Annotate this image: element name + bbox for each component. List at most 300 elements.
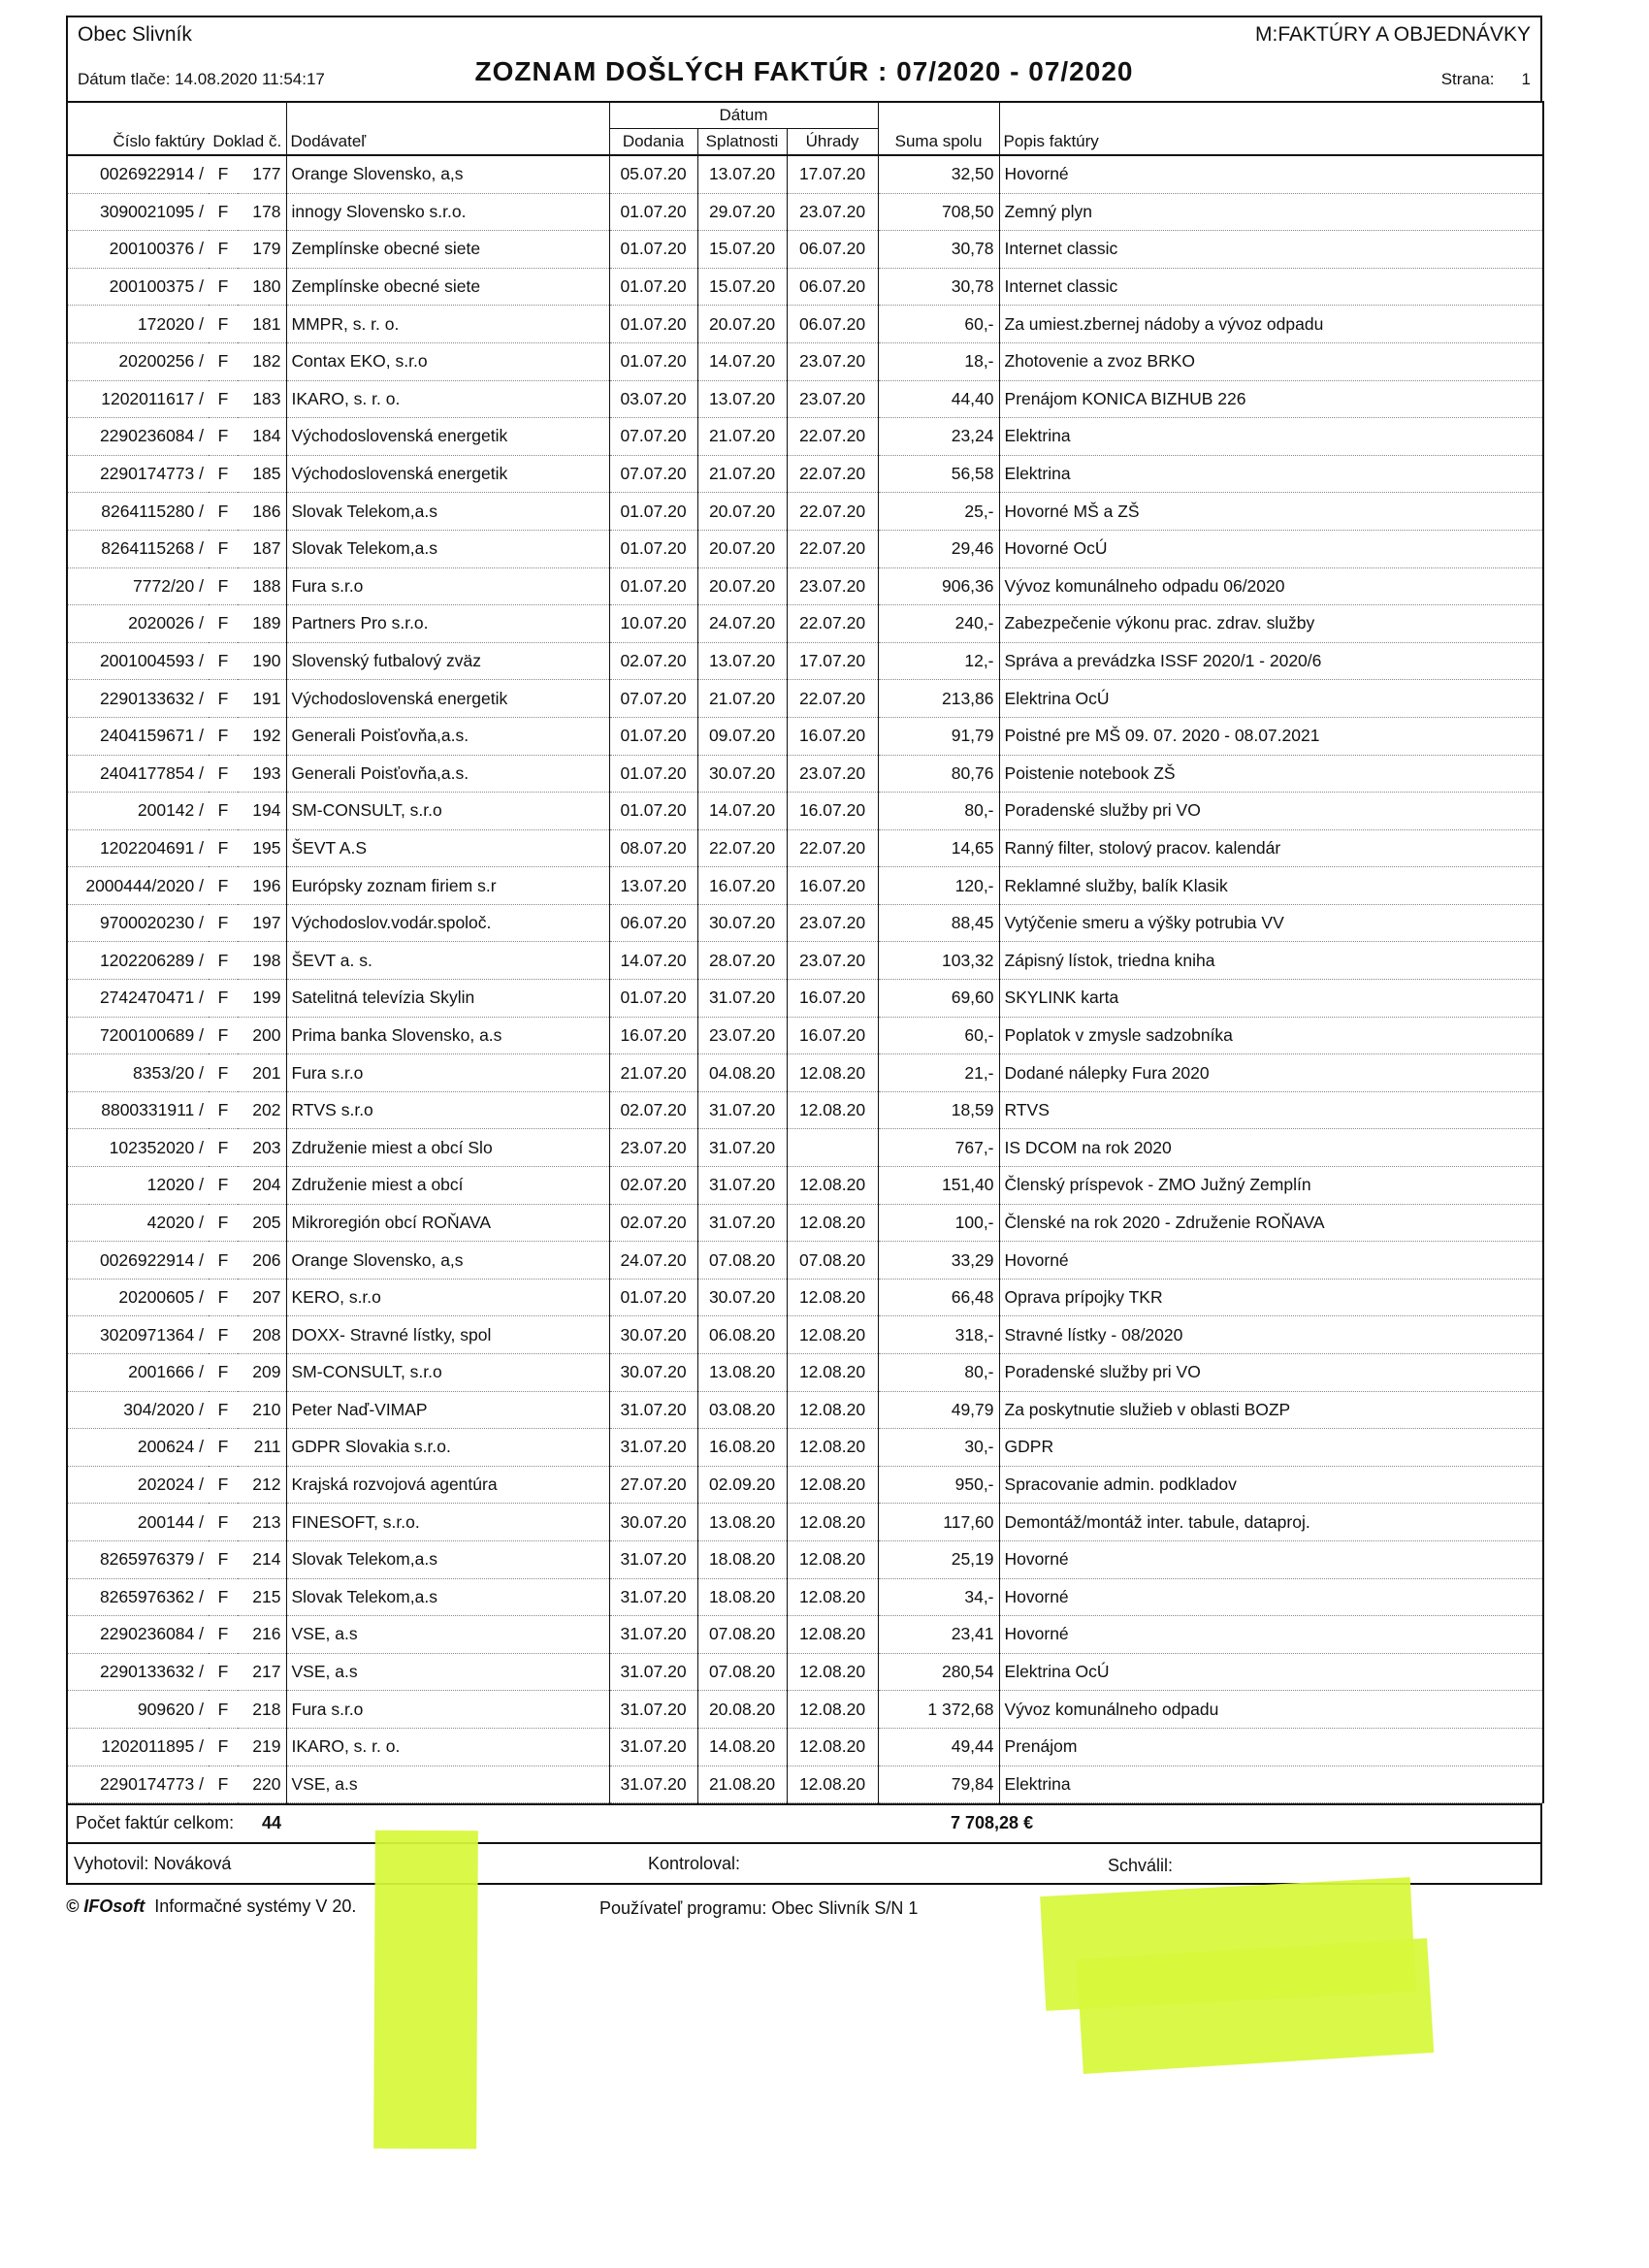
doc-number-cell: 216 xyxy=(238,1616,286,1654)
table-row xyxy=(67,1242,1543,1280)
supplier-cell: innogy Slovensko s.r.o. xyxy=(286,193,609,231)
invoice-number-cell: 304/2020 / xyxy=(67,1391,209,1429)
description-cell: Hovorné OcÚ xyxy=(999,530,1543,567)
supplier-cell: Slovak Telekom,a.s xyxy=(286,530,609,567)
doc-type-cell: F xyxy=(209,418,238,456)
doc-type-cell: F xyxy=(209,493,238,531)
doc-type-cell: F xyxy=(209,1354,238,1392)
delivery-date-cell: 08.07.20 xyxy=(609,829,697,867)
doc-number-cell: 220 xyxy=(238,1766,286,1803)
table-row xyxy=(67,755,1543,793)
doc-number-cell: 201 xyxy=(238,1054,286,1092)
invoice-report xyxy=(66,16,1542,1918)
delivery-date-cell: 31.07.20 xyxy=(609,1616,697,1654)
description-cell: Vytýčenie smeru a výšky potrubia VV xyxy=(999,904,1543,942)
table-row xyxy=(67,1578,1543,1616)
payment-date-cell: 22.07.20 xyxy=(787,418,878,456)
table-row xyxy=(67,380,1543,418)
supplier-cell: Fura s.r.o xyxy=(286,567,609,605)
supplier-cell: Východoslovenská energetik xyxy=(286,680,609,718)
doc-number-cell: 192 xyxy=(238,717,286,755)
program-user: Používateľ programu: Obec Slivník S/N 1 xyxy=(599,1898,919,1919)
delivery-date-cell: 02.07.20 xyxy=(609,1204,697,1242)
invoice-number-cell: 2290174773 / xyxy=(67,1766,209,1803)
table-row xyxy=(67,1691,1543,1729)
due-date-cell: 13.07.20 xyxy=(697,380,787,418)
doc-number-cell: 204 xyxy=(238,1167,286,1205)
doc-type-cell: F xyxy=(209,1279,238,1316)
doc-type-cell: F xyxy=(209,1091,238,1129)
doc-type-cell: F xyxy=(209,1391,238,1429)
payment-date-cell: 12.08.20 xyxy=(787,1540,878,1578)
description-cell: Poistné pre MŠ 09. 07. 2020 - 08.07.2021 xyxy=(999,717,1543,755)
payment-date-cell: 22.07.20 xyxy=(787,829,878,867)
table-row xyxy=(67,1129,1543,1167)
payment-date-cell: 12.08.20 xyxy=(787,1167,878,1205)
approved-by: Schválil: xyxy=(1108,1856,1174,1876)
table-row xyxy=(67,306,1543,343)
total-cell: 80,76 xyxy=(878,755,999,793)
print-date: Dátum tlače: 14.08.2020 11:54:17 xyxy=(78,70,325,88)
payment-date-cell: 12.08.20 xyxy=(787,1354,878,1392)
col-total: Suma spolu xyxy=(878,129,999,156)
table-row xyxy=(67,1616,1543,1654)
table-row xyxy=(67,1766,1543,1803)
delivery-date-cell: 16.07.20 xyxy=(609,1017,697,1054)
total-cell: 25,19 xyxy=(878,1540,999,1578)
invoice-number-cell: 0026922914 / xyxy=(67,155,209,193)
due-date-cell: 22.07.20 xyxy=(697,829,787,867)
total-cell: 30,- xyxy=(878,1429,999,1467)
total-cell: 69,60 xyxy=(878,980,999,1018)
invoice-number-cell: 2020026 / xyxy=(67,605,209,643)
due-date-cell: 06.08.20 xyxy=(697,1316,787,1354)
doc-type-cell: F xyxy=(209,1204,238,1242)
total-cell: 906,36 xyxy=(878,567,999,605)
supplier-cell: Slovak Telekom,a.s xyxy=(286,1540,609,1578)
doc-type-cell: F xyxy=(209,642,238,680)
doc-type-cell: F xyxy=(209,1691,238,1729)
invoice-number-cell: 909620 / xyxy=(67,1691,209,1729)
description-cell: Elektrina xyxy=(999,455,1543,493)
total-cell: 49,79 xyxy=(878,1391,999,1429)
total-cell: 32,50 xyxy=(878,155,999,193)
total-cell: 80,- xyxy=(878,1354,999,1392)
total-cell: 79,84 xyxy=(878,1766,999,1803)
table-row xyxy=(67,942,1543,980)
description-cell: Spracovanie admin. podkladov xyxy=(999,1466,1543,1504)
supplier-cell: Orange Slovensko, a,s xyxy=(286,155,609,193)
doc-type-cell: F xyxy=(209,1242,238,1280)
doc-type-cell: F xyxy=(209,605,238,643)
invoice-number-cell: 7772/20 / xyxy=(67,567,209,605)
due-date-cell: 23.07.20 xyxy=(697,1017,787,1054)
payment-date-cell: 23.07.20 xyxy=(787,904,878,942)
invoice-number-cell: 2290236084 / xyxy=(67,1616,209,1654)
invoice-count: 44 xyxy=(262,1813,282,1833)
doc-type-cell: F xyxy=(209,1167,238,1205)
doc-type-cell: F xyxy=(209,1316,238,1354)
supplier-cell: Peter Naď-VIMAP xyxy=(286,1391,609,1429)
software-brand: © IFOsoft xyxy=(66,1896,146,1917)
invoice-number-cell: 1202206289 / xyxy=(67,942,209,980)
supplier-cell: GDPR Slovakia s.r.o. xyxy=(286,1429,609,1467)
table-row xyxy=(67,980,1543,1018)
due-date-cell: 04.08.20 xyxy=(697,1054,787,1092)
payment-date-cell: 23.07.20 xyxy=(787,942,878,980)
table-row xyxy=(67,493,1543,531)
due-date-cell: 21.07.20 xyxy=(697,680,787,718)
due-date-cell: 31.07.20 xyxy=(697,980,787,1018)
description-cell: Členské na rok 2020 - Združenie ROŇAVA xyxy=(999,1204,1543,1242)
doc-type-cell: F xyxy=(209,193,238,231)
doc-number-cell: 196 xyxy=(238,867,286,905)
due-date-cell: 30.07.20 xyxy=(697,1279,787,1316)
table-row xyxy=(67,342,1543,380)
delivery-date-cell: 23.07.20 xyxy=(609,1129,697,1167)
due-date-cell: 21.07.20 xyxy=(697,418,787,456)
total-cell: 240,- xyxy=(878,605,999,643)
doc-type-cell: F xyxy=(209,1766,238,1803)
doc-type-cell: F xyxy=(209,1129,238,1167)
due-date-cell: 18.08.20 xyxy=(697,1540,787,1578)
doc-number-cell: 182 xyxy=(238,342,286,380)
payment-date-cell: 12.08.20 xyxy=(787,1728,878,1766)
doc-type-cell: F xyxy=(209,231,238,269)
description-cell: Poradenské služby pri VO xyxy=(999,1354,1543,1392)
supplier-cell: Contax EKO, s.r.o xyxy=(286,342,609,380)
payment-date-cell: 06.07.20 xyxy=(787,231,878,269)
due-date-cell: 20.07.20 xyxy=(697,306,787,343)
doc-type-cell: F xyxy=(209,1578,238,1616)
table-row xyxy=(67,231,1543,269)
total-cell: 25,- xyxy=(878,493,999,531)
description-cell: Elektrina OcÚ xyxy=(999,680,1543,718)
sticky-note-vertical xyxy=(373,1831,478,2150)
delivery-date-cell: 02.07.20 xyxy=(609,1091,697,1129)
supplier-cell: Východoslovenská energetik xyxy=(286,455,609,493)
total-cell: 66,48 xyxy=(878,1279,999,1316)
delivery-date-cell: 01.07.20 xyxy=(609,567,697,605)
total-cell: 49,44 xyxy=(878,1728,999,1766)
doc-number-cell: 187 xyxy=(238,530,286,567)
page-number: 1 xyxy=(1521,70,1531,88)
due-date-cell: 13.08.20 xyxy=(697,1354,787,1392)
payment-date-cell: 23.07.20 xyxy=(787,755,878,793)
description-cell: Prenájom KONICA BIZHUB 226 xyxy=(999,380,1543,418)
total-cell: 23,41 xyxy=(878,1616,999,1654)
doc-number-cell: 203 xyxy=(238,1129,286,1167)
doc-type-cell: F xyxy=(209,306,238,343)
doc-number-cell: 208 xyxy=(238,1316,286,1354)
table-row xyxy=(67,1279,1543,1316)
total-cell: 80,- xyxy=(878,793,999,830)
payment-date-cell: 17.07.20 xyxy=(787,155,878,193)
table-row xyxy=(67,1728,1543,1766)
report-title: ZOZNAM DOŠLÝCH FAKTÚR : 07/2020 - 07/2020 xyxy=(474,56,1134,86)
table-row xyxy=(67,829,1543,867)
payment-date-cell: 12.08.20 xyxy=(787,1091,878,1129)
invoice-number-cell: 8353/20 / xyxy=(67,1054,209,1092)
due-date-cell: 18.08.20 xyxy=(697,1578,787,1616)
doc-number-cell: 183 xyxy=(238,380,286,418)
invoice-number-cell: 200100375 / xyxy=(67,268,209,306)
invoice-number-cell: 2742470471 / xyxy=(67,980,209,1018)
invoice-number-cell: 2404159671 / xyxy=(67,717,209,755)
total-cell: 21,- xyxy=(878,1054,999,1092)
supplier-cell: Slovak Telekom,a.s xyxy=(286,493,609,531)
invoice-number-cell: 2404177854 / xyxy=(67,755,209,793)
supplier-cell: Orange Slovensko, a,s xyxy=(286,1242,609,1280)
description-cell: Internet classic xyxy=(999,268,1543,306)
delivery-date-cell: 31.07.20 xyxy=(609,1691,697,1729)
table-row xyxy=(67,530,1543,567)
col-due-date: Splatnosti xyxy=(697,129,787,156)
supplier-cell: Partners Pro s.r.o. xyxy=(286,605,609,643)
invoice-number-cell: 2001666 / xyxy=(67,1354,209,1392)
doc-type-cell: F xyxy=(209,829,238,867)
invoice-number-cell: 8265976362 / xyxy=(67,1578,209,1616)
delivery-date-cell: 01.07.20 xyxy=(609,342,697,380)
payment-date-cell: 12.08.20 xyxy=(787,1504,878,1541)
doc-type-cell: F xyxy=(209,530,238,567)
delivery-date-cell: 31.07.20 xyxy=(609,1578,697,1616)
doc-type-cell: F xyxy=(209,1653,238,1691)
table-row xyxy=(67,1391,1543,1429)
doc-number-cell: 198 xyxy=(238,942,286,980)
grand-total: 7 708,28 € xyxy=(951,1813,1034,1833)
payment-date-cell: 16.07.20 xyxy=(787,980,878,1018)
due-date-cell: 13.08.20 xyxy=(697,1504,787,1541)
doc-type-cell: F xyxy=(209,867,238,905)
total-cell: 18,- xyxy=(878,342,999,380)
software-version: Informačné systémy V 20. xyxy=(154,1896,357,1917)
total-cell: 151,40 xyxy=(878,1167,999,1205)
doc-type-cell: F xyxy=(209,567,238,605)
invoice-number-cell: 102352020 / xyxy=(67,1129,209,1167)
doc-number-cell: 180 xyxy=(238,268,286,306)
description-cell: Poradenské služby pri VO xyxy=(999,793,1543,830)
description-cell: Zemný plyn xyxy=(999,193,1543,231)
payment-date-cell: 12.08.20 xyxy=(787,1054,878,1092)
due-date-cell: 15.07.20 xyxy=(697,231,787,269)
payment-date-cell: 17.07.20 xyxy=(787,642,878,680)
description-cell: Hovorné xyxy=(999,1242,1543,1280)
supplier-cell: VSE, a.s xyxy=(286,1616,609,1654)
supplier-cell: Fura s.r.o xyxy=(286,1691,609,1729)
description-cell: Zápisný lístok, triedna kniha xyxy=(999,942,1543,980)
supplier-cell: Východoslovenská energetik xyxy=(286,418,609,456)
organization-name: Obec Slivník xyxy=(78,23,192,46)
delivery-date-cell: 05.07.20 xyxy=(609,155,697,193)
description-cell: GDPR xyxy=(999,1429,1543,1467)
table-row xyxy=(67,418,1543,456)
supplier-cell: Generali Poisťovňa,a.s. xyxy=(286,717,609,755)
table-row xyxy=(67,904,1543,942)
total-cell: 44,40 xyxy=(878,380,999,418)
due-date-cell: 07.08.20 xyxy=(697,1616,787,1654)
due-date-cell: 30.07.20 xyxy=(697,904,787,942)
invoice-number-cell: 8265976379 / xyxy=(67,1540,209,1578)
doc-type-cell: F xyxy=(209,1429,238,1467)
table-row xyxy=(67,1091,1543,1129)
invoice-number-cell: 1202204691 / xyxy=(67,829,209,867)
delivery-date-cell: 03.07.20 xyxy=(609,380,697,418)
delivery-date-cell: 01.07.20 xyxy=(609,755,697,793)
doc-type-cell: F xyxy=(209,717,238,755)
payment-date-cell xyxy=(787,1129,878,1167)
totals-row xyxy=(66,1803,1542,1844)
col-payment-date: Úhrady xyxy=(787,129,878,156)
doc-type-cell: F xyxy=(209,1054,238,1092)
doc-number-cell: 211 xyxy=(238,1429,286,1467)
doc-number-cell: 181 xyxy=(238,306,286,343)
payment-date-cell: 06.07.20 xyxy=(787,306,878,343)
delivery-date-cell: 01.07.20 xyxy=(609,1279,697,1316)
supplier-cell: MMPR, s. r. o. xyxy=(286,306,609,343)
supplier-cell: Fura s.r.o xyxy=(286,1054,609,1092)
doc-number-cell: 213 xyxy=(238,1504,286,1541)
due-date-cell: 31.07.20 xyxy=(697,1204,787,1242)
invoice-number-cell: 2290133632 / xyxy=(67,680,209,718)
invoice-number-cell: 2000444/2020 / xyxy=(67,867,209,905)
delivery-date-cell: 01.07.20 xyxy=(609,793,697,830)
doc-type-cell: F xyxy=(209,680,238,718)
total-cell: 88,45 xyxy=(878,904,999,942)
doc-number-cell: 184 xyxy=(238,418,286,456)
doc-type-cell: F xyxy=(209,980,238,1018)
supplier-cell: Európsky zoznam firiem s.r xyxy=(286,867,609,905)
supplier-cell: Združenie miest a obcí xyxy=(286,1167,609,1205)
delivery-date-cell: 01.07.20 xyxy=(609,306,697,343)
doc-type-cell: F xyxy=(209,793,238,830)
description-cell: Demontáž/montáž inter. tabule, dataproj. xyxy=(999,1504,1543,1541)
delivery-date-cell: 21.07.20 xyxy=(609,1054,697,1092)
due-date-cell: 31.07.20 xyxy=(697,1167,787,1205)
total-cell: 117,60 xyxy=(878,1504,999,1541)
delivery-date-cell: 01.07.20 xyxy=(609,530,697,567)
due-date-cell: 07.08.20 xyxy=(697,1653,787,1691)
description-cell: Hovorné MŠ a ZŠ xyxy=(999,493,1543,531)
payment-date-cell: 12.08.20 xyxy=(787,1616,878,1654)
supplier-cell: SM-CONSULT, s.r.o xyxy=(286,793,609,830)
doc-type-cell: F xyxy=(209,268,238,306)
invoice-number-cell: 2001004593 / xyxy=(67,642,209,680)
invoice-number-cell: 2290174773 / xyxy=(67,455,209,493)
description-cell: Ranný filter, stolový pracov. kalendár xyxy=(999,829,1543,867)
description-cell: Elektrina xyxy=(999,1766,1543,1803)
total-cell: 91,79 xyxy=(878,717,999,755)
col-description: Popis faktúry xyxy=(999,129,1543,156)
supplier-cell: Generali Poisťovňa,a.s. xyxy=(286,755,609,793)
table-row xyxy=(67,793,1543,830)
due-date-cell: 14.08.20 xyxy=(697,1728,787,1766)
doc-number-cell: 186 xyxy=(238,493,286,531)
delivery-date-cell: 31.07.20 xyxy=(609,1766,697,1803)
description-cell: Stravné lístky - 08/2020 xyxy=(999,1316,1543,1354)
delivery-date-cell: 02.07.20 xyxy=(609,1167,697,1205)
checked-by: Kontroloval: xyxy=(648,1854,741,1874)
total-cell: 12,- xyxy=(878,642,999,680)
description-cell: Internet classic xyxy=(999,231,1543,269)
payment-date-cell: 23.07.20 xyxy=(787,342,878,380)
payment-date-cell: 16.07.20 xyxy=(787,793,878,830)
payment-date-cell: 12.08.20 xyxy=(787,1279,878,1316)
doc-number-cell: 178 xyxy=(238,193,286,231)
description-cell: Reklamné služby, balík Klasik xyxy=(999,867,1543,905)
description-cell: SKYLINK karta xyxy=(999,980,1543,1018)
doc-number-cell: 207 xyxy=(238,1279,286,1316)
doc-number-cell: 189 xyxy=(238,605,286,643)
table-row xyxy=(67,1054,1543,1092)
description-cell: IS DCOM na rok 2020 xyxy=(999,1129,1543,1167)
doc-type-cell: F xyxy=(209,1728,238,1766)
invoice-number-cell: 200624 / xyxy=(67,1429,209,1467)
delivery-date-cell: 30.07.20 xyxy=(609,1504,697,1541)
total-cell: 30,78 xyxy=(878,231,999,269)
description-cell: Poistenie notebook ZŠ xyxy=(999,755,1543,793)
invoice-number-cell: 200142 / xyxy=(67,793,209,830)
total-cell: 60,- xyxy=(878,1017,999,1054)
description-cell: RTVS xyxy=(999,1091,1543,1129)
supplier-cell: VSE, a.s xyxy=(286,1653,609,1691)
doc-number-cell: 200 xyxy=(238,1017,286,1054)
payment-date-cell: 12.08.20 xyxy=(787,1766,878,1803)
due-date-cell: 13.07.20 xyxy=(697,155,787,193)
doc-number-cell: 202 xyxy=(238,1091,286,1129)
table-row xyxy=(67,1167,1543,1205)
due-date-cell: 21.08.20 xyxy=(697,1766,787,1803)
total-cell: 318,- xyxy=(878,1316,999,1354)
supplier-cell: Satelitná televízia Skylin xyxy=(286,980,609,1018)
description-cell: Zhotovenie a zvoz BRKO xyxy=(999,342,1543,380)
doc-number-cell: 199 xyxy=(238,980,286,1018)
delivery-date-cell: 01.07.20 xyxy=(609,268,697,306)
total-cell: 1 372,68 xyxy=(878,1691,999,1729)
due-date-cell: 28.07.20 xyxy=(697,942,787,980)
supplier-cell: IKARO, s. r. o. xyxy=(286,380,609,418)
doc-type-cell: F xyxy=(209,1017,238,1054)
due-date-cell: 15.07.20 xyxy=(697,268,787,306)
due-date-cell: 31.07.20 xyxy=(697,1129,787,1167)
due-date-cell: 20.07.20 xyxy=(697,567,787,605)
doc-number-cell: 212 xyxy=(238,1466,286,1504)
delivery-date-cell: 07.07.20 xyxy=(609,455,697,493)
payment-date-cell: 22.07.20 xyxy=(787,680,878,718)
payment-date-cell: 12.08.20 xyxy=(787,1653,878,1691)
supplier-cell: Východoslov.vodár.spoloč. xyxy=(286,904,609,942)
doc-number-cell: 218 xyxy=(238,1691,286,1729)
supplier-cell: FINESOFT, s.r.o. xyxy=(286,1504,609,1541)
delivery-date-cell: 02.07.20 xyxy=(609,642,697,680)
payment-date-cell: 07.08.20 xyxy=(787,1242,878,1280)
payment-date-cell: 23.07.20 xyxy=(787,567,878,605)
total-cell: 18,59 xyxy=(878,1091,999,1129)
doc-number-cell: 177 xyxy=(238,155,286,193)
table-row xyxy=(67,455,1543,493)
supplier-cell: Slovak Telekom,a.s xyxy=(286,1578,609,1616)
supplier-cell: Krajská rozvojová agentúra xyxy=(286,1466,609,1504)
payment-date-cell: 12.08.20 xyxy=(787,1466,878,1504)
supplier-cell: Zemplínske obecné siete xyxy=(286,231,609,269)
doc-type-cell: F xyxy=(209,155,238,193)
description-cell: Hovorné xyxy=(999,1540,1543,1578)
col-supplier: Dodávateľ xyxy=(286,129,609,156)
delivery-date-cell: 01.07.20 xyxy=(609,231,697,269)
doc-type-cell: F xyxy=(209,904,238,942)
doc-number-cell: 209 xyxy=(238,1354,286,1392)
description-cell: Hovorné xyxy=(999,1578,1543,1616)
